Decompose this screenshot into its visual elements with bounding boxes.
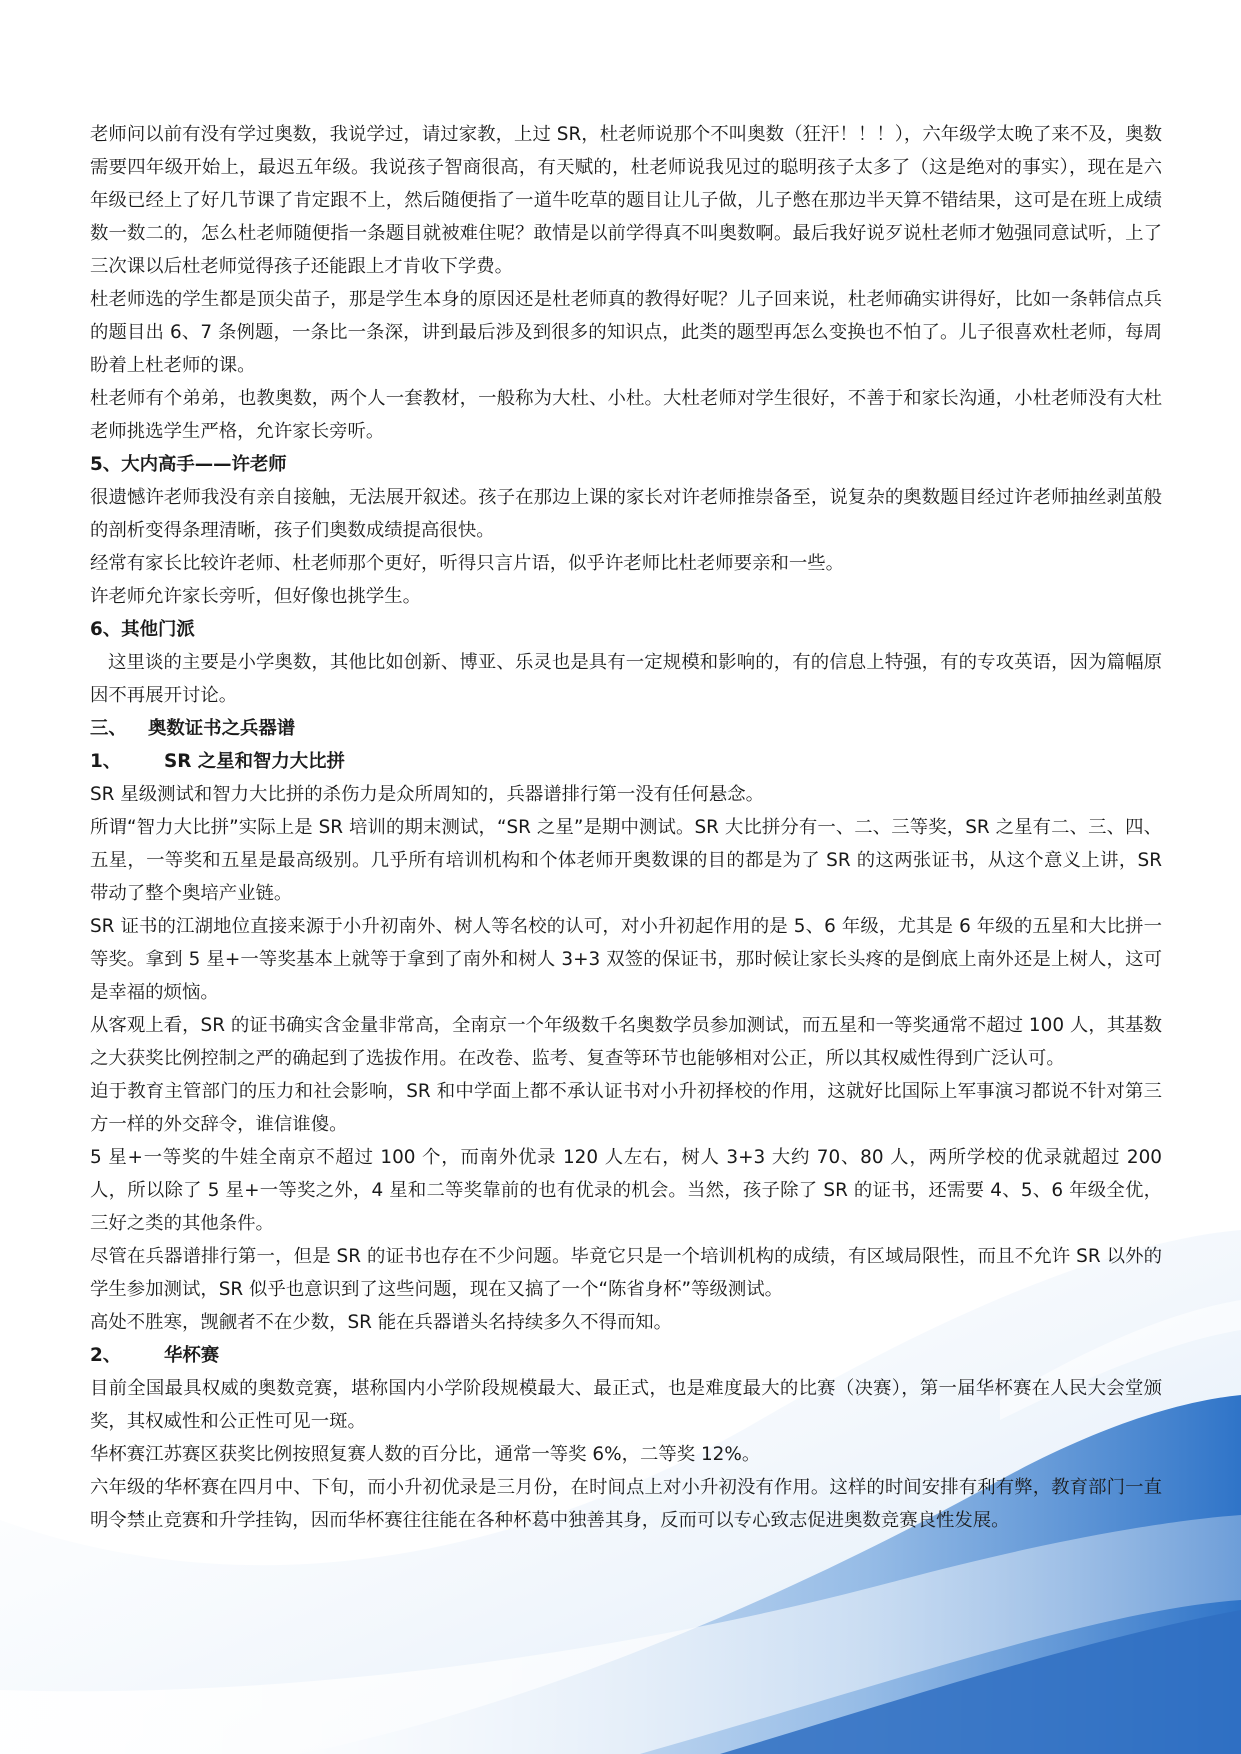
paragraph-7: 这里谈的主要是小学奥数，其他比如创新、博亚、乐灵也是具有一定规模和影响的，有的信息上特强，有的专攻英语，因为篇幅原因不再展开讨论。 <box>90 652 1162 706</box>
paragraph-18: 六年级的华杯赛在四月中、下旬，而小升初优录是三月份，在时间点上对小升初没有作用。这样的时间安排有利有弊，教育部门一直明令禁止竞赛和升学挂钩，因而华杯赛往往能在各种杯葛中独善其身，反而可以专心致志促进奥数竞赛良性发展。 <box>90 1477 1162 1531</box>
heading-6: 6、其他门派 <box>90 619 195 640</box>
subheading-2 <box>90 1339 1162 1372</box>
paragraph-13: 5 星+一等奖的牛娃全南京不超过 100 个，而南外优录 120 人左右，树人 3+3 大约 70、80 人，两所学校的优录就超过 200 人，所以除了 5 星+一等奖之外，4 星和二等奖靠前的也有优录的机会。当然，孩子除了 SR 的证书，还需要 4、5、6 年级全优，三好之类的其他条件。 <box>90 1147 1162 1234</box>
section-number: 三、 <box>90 718 127 739</box>
paragraph-17: 华杯赛江苏赛区获奖比例按照复赛人数的百分比，通常一等奖 6%，二等奖 12%。 <box>90 1444 761 1465</box>
paragraph-11: 从客观上看，SR 的证书确实含金量非常高，全南京一个年级数千名奥数学员参加测试，而五星和一等奖通常不超过 100 人，其基数之大获奖比例控制之严的确起到了选拔作用。在改卷、监考、复查等环节也能够相对公正，所以其权威性得到广泛认可。 <box>90 1015 1162 1069</box>
paragraph-2: 杜老师选的学生都是顶尖苗子，那是学生本身的原因还是杜老师真的教得好呢？儿子回来说，杜老师确实讲得好，比如一条韩信点兵的题目出 6、7 条例题，一条比一条深，讲到最后涉及到很多的知识点，此类的题型再怎么变换也不怕了。儿子很喜欢杜老师，每周盼着上杜老师的课。 <box>90 289 1162 376</box>
subheading-title: SR 之星和智力大比拼 <box>164 751 345 772</box>
paragraph-9: 所谓“智力大比拼”实际上是 SR 培训的期末测试，“SR 之星”是期中测试。SR 大比拼分有一、二、三等奖，SR 之星有二、三、四、五星，一等奖和五星是最高级别。几乎所有培训机构和个体老师开奥数课的目的都是为了 SR 的这两张证书，从这个意义上讲，SR 带动了整个奥培产业链。 <box>90 817 1162 904</box>
heading-5: 5、大内高手——许老师 <box>90 454 287 475</box>
paragraph-15: 高处不胜寒，觊觎者不在少数，SR 能在兵器谱头名持续多久不得而知。 <box>90 1312 673 1333</box>
paragraph-3: 杜老师有个弟弟，也教奥数，两个人一套教材，一般称为大杜、小杜。大杜老师对学生很好，不善于和家长沟通，小杜老师没有大杜老师挑选学生严格，允许家长旁听。 <box>90 388 1162 442</box>
paragraph-16: 目前全国最具权威的奥数竞赛，堪称国内小学阶段规模最大、最正式，也是难度最大的比赛（决赛），第一届华杯赛在人民大会堂颁奖，其权威性和公正性可见一斑。 <box>90 1378 1162 1432</box>
document-body <box>90 118 1162 1537</box>
subheading-1 <box>90 745 1162 778</box>
subheading-title: 华杯赛 <box>164 1345 220 1366</box>
paragraph-4: 很遗憾许老师我没有亲自接触，无法展开叙述。孩子在那边上课的家长对许老师推崇备至，说复杂的奥数题目经过许老师抽丝剥茧般的剖析变得条理清晰，孩子们奥数成绩提高很快。 <box>90 487 1162 541</box>
subheading-number: 1、 <box>90 751 122 772</box>
section-title: 奥数证书之兵器谱 <box>148 718 296 739</box>
paragraph-12: 迫于教育主管部门的压力和社会影响，SR 和中学面上都不承认证书对小升初择校的作用，这就好比国际上军事演习都说不针对第三方一样的外交辞令，谁信谁傻。 <box>90 1081 1162 1135</box>
paragraph-5: 经常有家长比较许老师、杜老师那个更好，听得只言片语，似乎许老师比杜老师要亲和一些。 <box>90 553 845 574</box>
paragraph-8: SR 星级测试和智力大比拼的杀伤力是众所周知的，兵器谱排行第一没有任何悬念。 <box>90 784 764 805</box>
paragraph-10: SR 证书的江湖地位直接来源于小升初南外、树人等名校的认可，对小升初起作用的是 5、6 年级，尤其是 6 年级的五星和大比拼一等奖。拿到 5 星+一等奖基本上就等于拿到了南外和树人 3+3 双签的保证书，那时候让家长头疼的是倒底上南外还是上树人，这可是幸福的烦恼。 <box>90 916 1162 1003</box>
paragraph-1: 老师问以前有没有学过奥数，我说学过，请过家教，上过 SR，杜老师说那个不叫奥数（狂汗！！！），六年级学太晚了来不及，奥数需要四年级开始上，最迟五年级。我说孩子智商很高，有天赋的，杜老师说我见过的聪明孩子太多了（这是绝对的事实），现在是六年级已经上了好几节课了肯定跟不上，然后随便指了一道牛吃草的题目让儿子做，儿子憋在那边半天算不错结果，这可是在班上成绩数一数二的，怎么杜老师随便指一条题目就被难住呢？敢情是以前学得真不叫奥数啊。最后我好说歹说杜老师才勉强同意试听，上了三次课以后杜老师觉得孩子还能跟上才肯收下学费。 <box>90 124 1162 277</box>
paragraph-14: 尽管在兵器谱排行第一，但是 SR 的证书也存在不少问题。毕竟它只是一个培训机构的成绩，有区域局限性，而且不允许 SR 以外的学生参加测试，SR 似乎也意识到了这些问题，现在又搞了一个“陈省身杯”等级测试。 <box>90 1246 1162 1300</box>
paragraph-6: 许老师允许家长旁听，但好像也挑学生。 <box>90 586 422 607</box>
section-heading-3 <box>90 712 1162 745</box>
subheading-number: 2、 <box>90 1345 122 1366</box>
